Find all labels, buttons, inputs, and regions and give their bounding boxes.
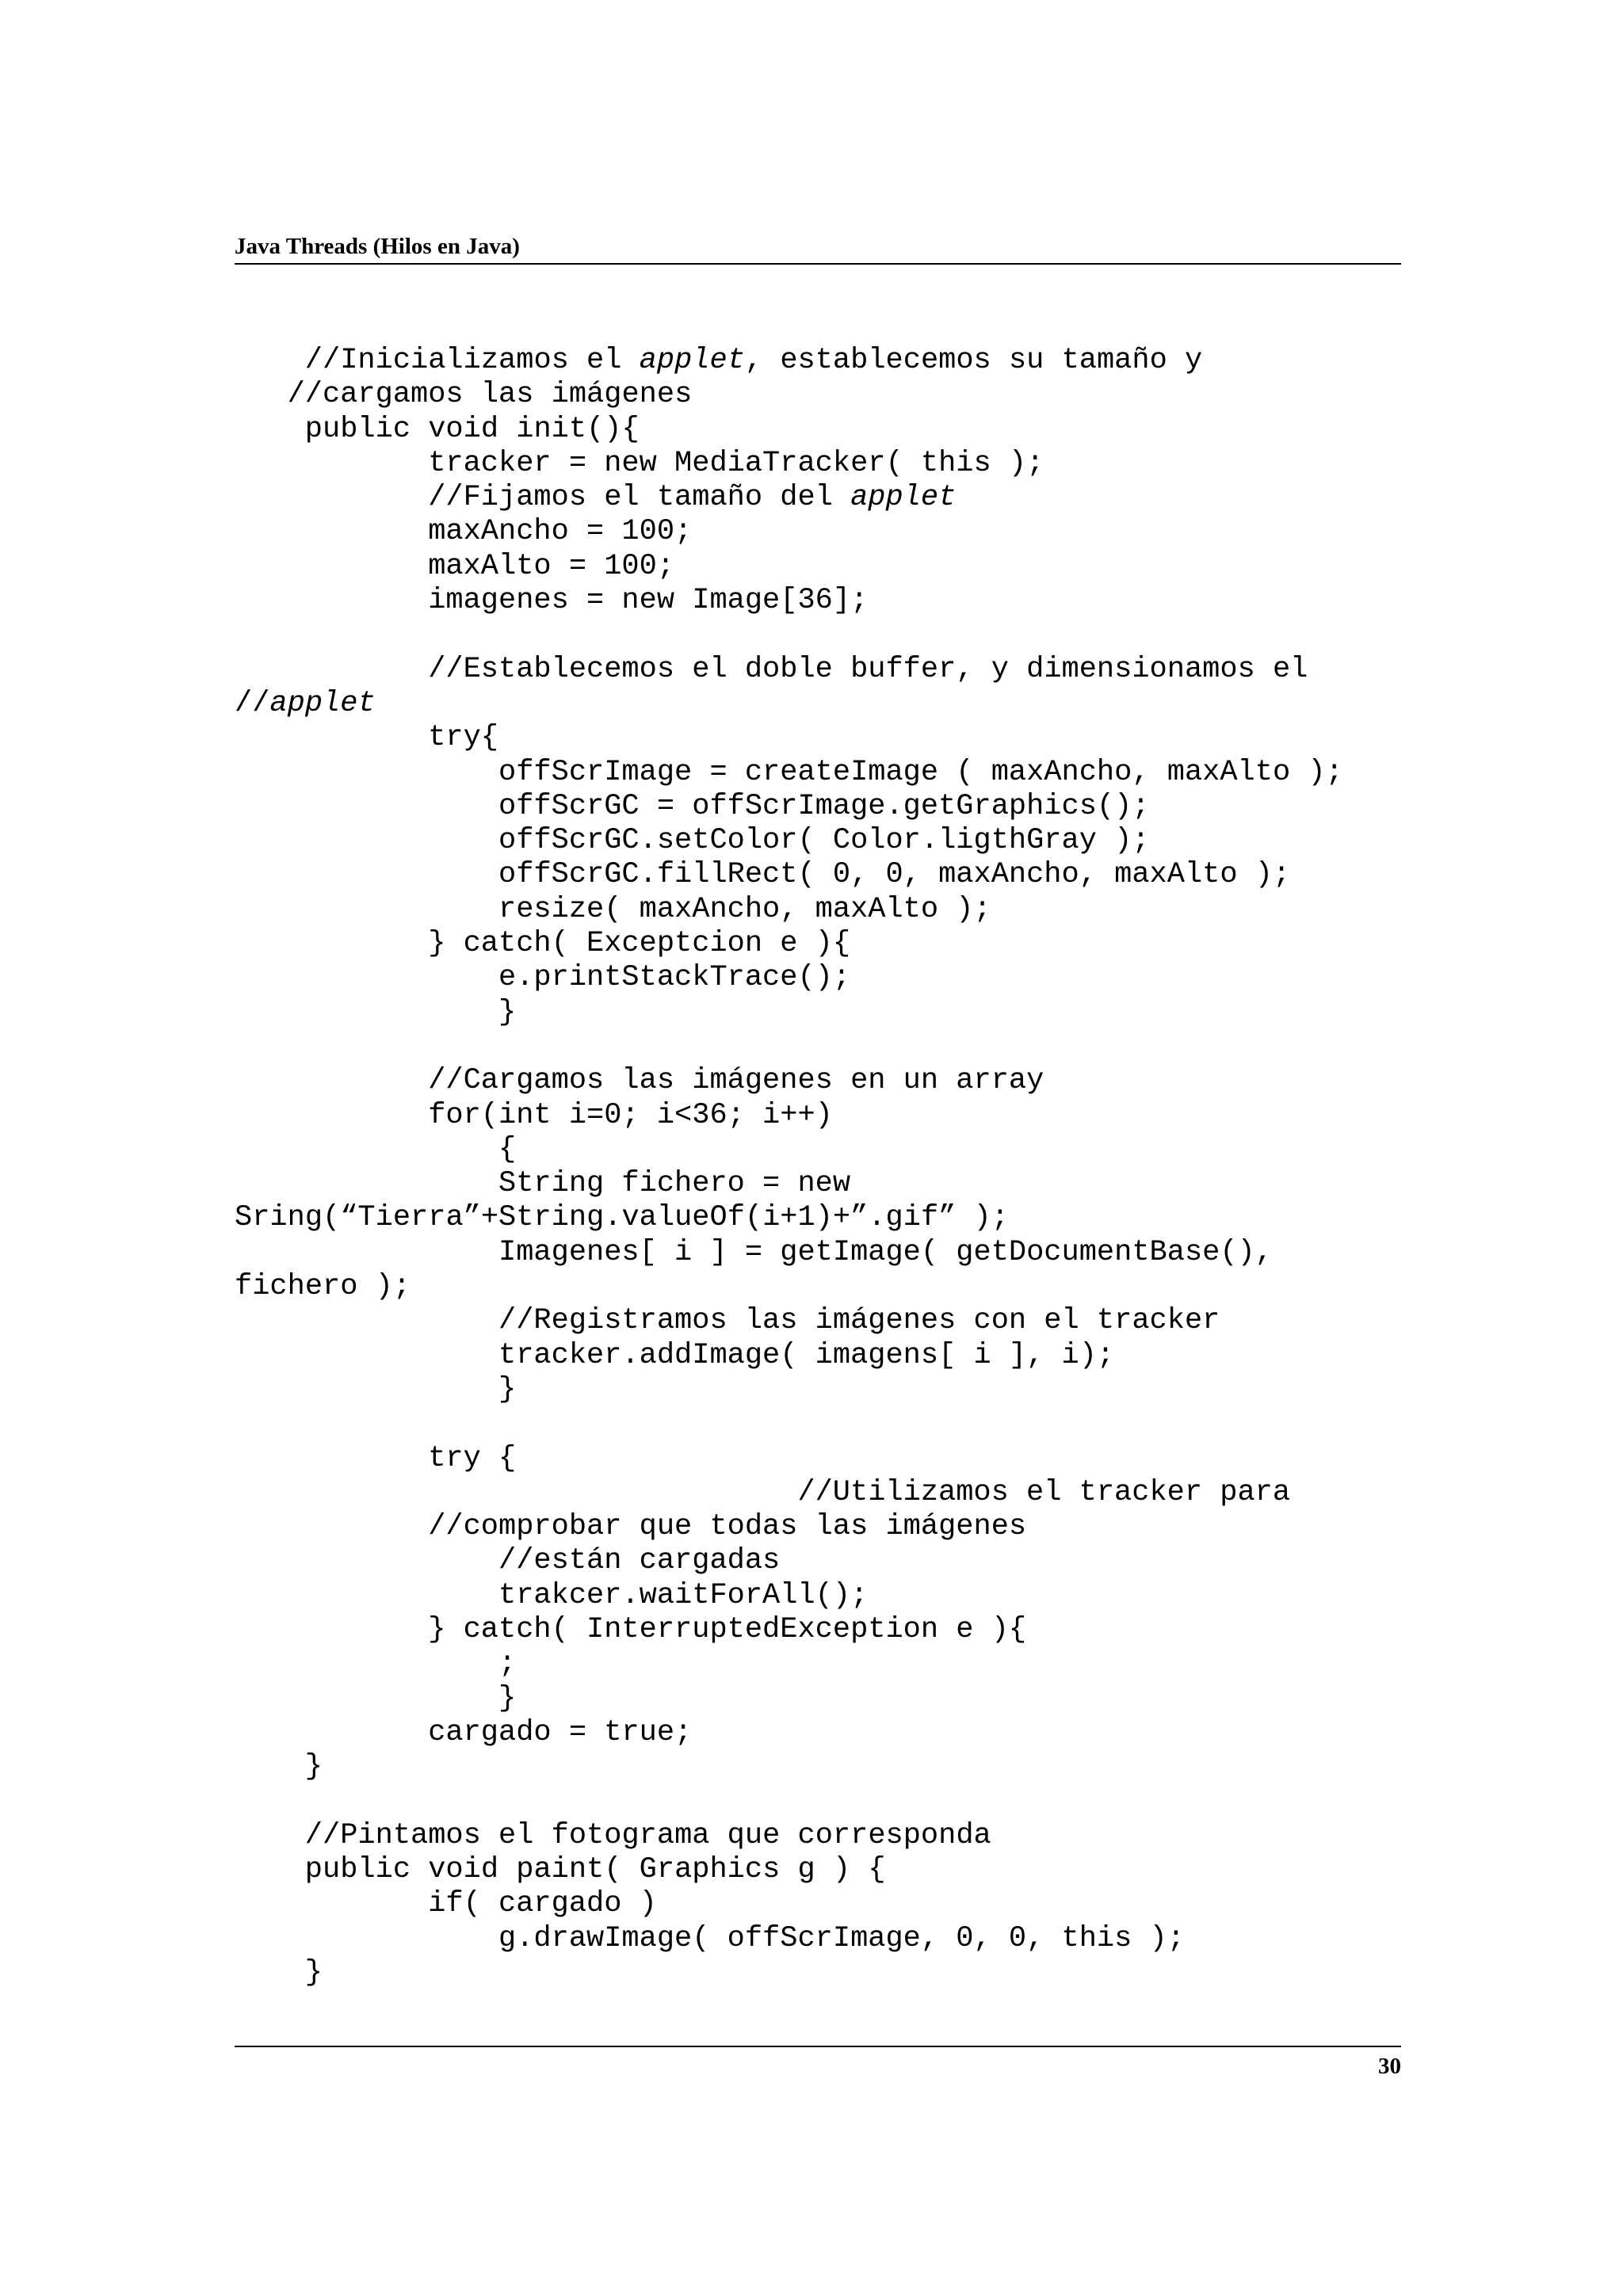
code-line — [235, 481, 1407, 515]
code-text: offScrGC.setColor( Color.ligthGray ); — [498, 824, 1150, 858]
code-line — [235, 447, 1407, 481]
code-line — [235, 1544, 1407, 1578]
code-line — [235, 1613, 1407, 1647]
code-text: //Cargamos las imágenes en un array — [428, 1064, 1044, 1098]
code-line — [235, 1442, 1407, 1476]
footer-rule — [235, 2046, 1401, 2047]
code-text: { — [498, 1132, 517, 1166]
code-text: ; — [498, 1647, 517, 1681]
code-line — [235, 927, 1407, 961]
code-line — [235, 1510, 1407, 1544]
code-italic-term: applet — [850, 481, 957, 515]
code-line — [235, 1922, 1407, 1956]
code-line — [235, 1716, 1407, 1750]
code-text: //cargamos las imágenes — [287, 378, 693, 412]
code-text: , establecemos su tamaño y — [744, 344, 1203, 377]
code-text: String fichero = new — [498, 1167, 851, 1201]
code-text: g.drawImage( offScrImage, 0, 0, this ); — [498, 1921, 1185, 1955]
code-line — [235, 1373, 1407, 1407]
code-text: } — [304, 1750, 323, 1784]
code-line — [235, 1750, 1407, 1784]
code-text: public void init(){ — [304, 412, 640, 446]
code-line — [235, 1887, 1407, 1921]
code-line — [235, 858, 1407, 892]
code-line — [235, 996, 1407, 1030]
code-listing — [235, 344, 1407, 1990]
code-line — [235, 1853, 1407, 1887]
code-text: //Inicializamos el — [304, 344, 640, 377]
code-line — [235, 687, 1407, 721]
code-text: } — [498, 1681, 517, 1715]
code-text: //están cargadas — [498, 1544, 781, 1578]
code-line — [235, 1647, 1407, 1681]
code-text: e.printStackTrace(); — [498, 961, 851, 995]
code-text: //Registramos las imágenes con el tracker — [498, 1304, 1220, 1338]
code-line — [235, 1784, 1407, 1818]
code-line — [235, 790, 1407, 824]
code-italic-term: applet — [269, 686, 376, 720]
code-text: // — [235, 686, 270, 720]
code-line — [235, 1579, 1407, 1613]
code-line — [235, 1099, 1407, 1133]
code-line — [235, 1167, 1407, 1201]
code-text: maxAlto = 100; — [428, 549, 675, 583]
code-line — [235, 1407, 1407, 1441]
code-line — [235, 1236, 1407, 1270]
page-number: 30 — [1378, 2054, 1401, 2079]
code-text: public void paint( Graphics g ) { — [304, 1853, 886, 1887]
code-text: imagenes = new Image[36]; — [428, 584, 869, 618]
code-text: fichero ); — [235, 1270, 411, 1304]
code-line — [235, 721, 1407, 755]
code-text: } — [498, 1372, 517, 1406]
code-line — [235, 1201, 1407, 1235]
code-text: } catch( Exceptcion e ){ — [428, 927, 851, 961]
code-text: tracker = new MediaTracker( this ); — [428, 446, 1044, 480]
code-text: } — [498, 995, 517, 1029]
code-line — [235, 1956, 1407, 1990]
code-line — [235, 824, 1407, 858]
code-text: cargado = true; — [428, 1715, 693, 1749]
code-line — [235, 584, 1407, 618]
code-text: } catch( InterruptedException e ){ — [428, 1612, 1027, 1646]
code-line — [235, 1304, 1407, 1338]
code-line — [235, 344, 1407, 378]
code-line — [235, 961, 1407, 995]
code-text: //Fijamos el tamaño del — [428, 481, 851, 515]
code-text: offScrImage = createImage ( maxAncho, maxAlto ); — [498, 755, 1343, 789]
code-line — [235, 378, 1407, 412]
code-italic-term: applet — [639, 344, 745, 377]
code-line — [235, 653, 1407, 687]
code-text: //Establecemos el doble buffer, y dimensionamos el — [428, 652, 1308, 686]
code-text: tracker.addImage( imagens[ i ], i); — [498, 1338, 1115, 1372]
code-line — [235, 1030, 1407, 1064]
code-line — [235, 515, 1407, 549]
code-text: resize( maxAncho, maxAlto ); — [498, 892, 991, 926]
code-line — [235, 1270, 1407, 1304]
code-text: //Utilizamos el tracker para — [797, 1475, 1291, 1509]
code-line — [235, 1339, 1407, 1373]
code-text: offScrGC.fillRect( 0, 0, maxAncho, maxAlto ); — [498, 858, 1291, 892]
code-line — [235, 1819, 1407, 1853]
document-title: Java Threads (Hilos en Java) — [235, 234, 520, 259]
code-text: offScrGC = offScrImage.getGraphics(); — [498, 789, 1150, 823]
code-text: maxAncho = 100; — [428, 515, 693, 549]
code-line — [235, 413, 1407, 447]
code-line — [235, 618, 1407, 652]
code-text: Imagenes[ i ] = getImage( getDocumentBase(), — [498, 1235, 1273, 1269]
code-line — [235, 1064, 1407, 1098]
code-text: //Pintamos el fotograma que corresponda — [304, 1818, 991, 1852]
code-text: Sring(“Tierra”+String.valueOf(i+1)+”.gif” ); — [235, 1201, 1009, 1235]
code-text: try { — [428, 1441, 517, 1475]
code-line — [235, 550, 1407, 584]
code-text: trakcer.waitForAll(); — [498, 1578, 869, 1612]
code-line — [235, 1133, 1407, 1167]
code-line — [235, 756, 1407, 790]
code-text: try{ — [428, 721, 499, 755]
code-text: for(int i=0; i<36; i++) — [428, 1098, 833, 1132]
code-line — [235, 1476, 1407, 1510]
code-text: //comprobar que todas las imágenes — [428, 1510, 1027, 1544]
code-line — [235, 893, 1407, 927]
code-line — [235, 1682, 1407, 1716]
running-header — [235, 233, 1401, 265]
code-text: if( cargado ) — [428, 1887, 657, 1921]
code-text: } — [304, 1955, 323, 1989]
